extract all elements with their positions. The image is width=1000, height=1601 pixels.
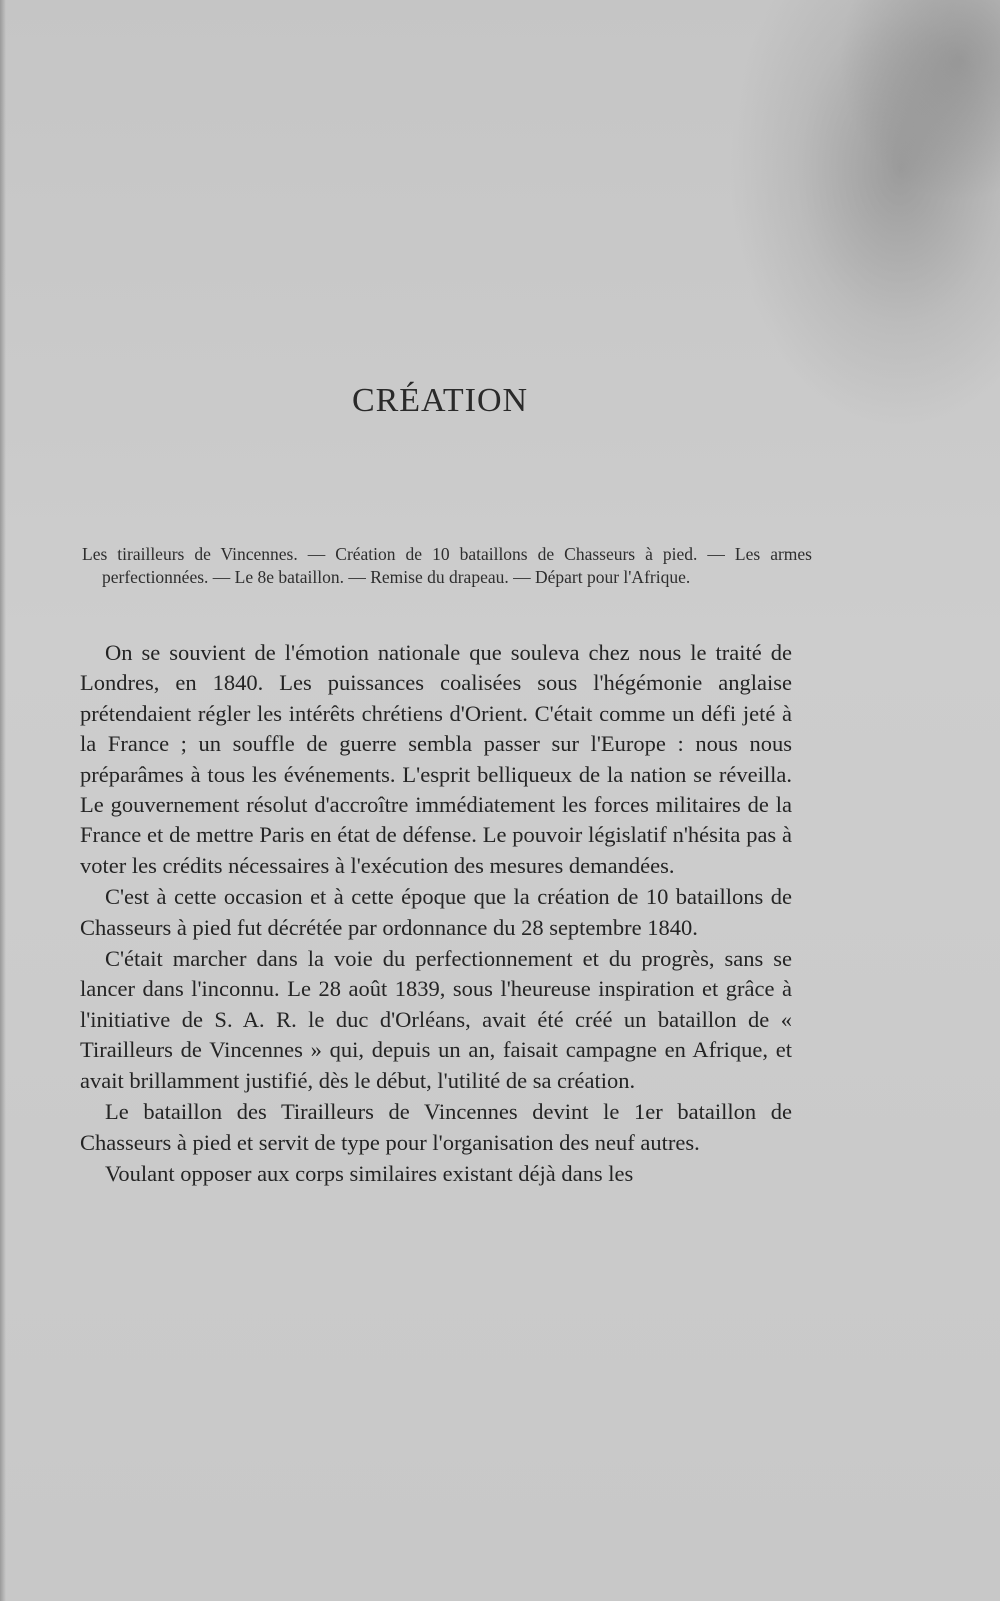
paragraph: C'est à cette occasion et à cette époque que la création de 10 bataillons de Chasseurs à pied fut décrétée par ordonnance du 28 septembre 1840. [80,884,792,940]
chapter-summary: Les tirailleurs de Vincennes. — Création de 10 bataillons de Chasseurs à pied. — Les armes perfectionnées. — Le 8e bataillon. — Remise du drapeau. — Départ pour l'Afrique. [82,544,812,587]
paragraph: Le bataillon des Tirailleurs de Vincennes devint le 1er bataillon de Chasseurs à pied et servit de type pour l'organisation des neuf autres. [80,1099,792,1155]
chapter-body [80,638,792,1189]
paragraph: On se souvient de l'émotion nationale que souleva chez nous le traité de Londres, en 1840. Les puissances coalisées sous l'hégémonie anglaise prétendaient régler les intérêts chrétiens d'Orient. C'était comme un défi jeté à la France ; un souffle de guerre sembla passer sur l'Europe : nous nous préparâmes à tous les événements. L'esprit belliqueux de la nation se réveilla. Le gouvernement résolut d'accroître immédiatement les forces militaires de la France et de mettre Paris en état de défense. Le pouvoir législatif n'hésita pas à voter les crédits nécessaires à l'exécution des mesures demandées. [80,640,792,878]
chapter-title: CRÉATION [351,382,529,419]
paragraph: C'était marcher dans la voie du perfectionnement et du progrès, sans se lancer dans l'inconnu. Le 28 août 1839, sous l'heureuse inspiration et grâce à l'initiative de S. A. R. le duc d'Orléans, avait été créé un bataillon de « Tirailleurs de Vincennes » qui, depuis un an, faisait campagne en Afrique, et avait brillamment justifié, dès le début, l'utilité de sa création. [80,946,792,1093]
page-edge-shadow [0,0,6,1601]
paragraph: Voulant opposer aux corps similaires existant déjà dans les [105,1160,634,1186]
